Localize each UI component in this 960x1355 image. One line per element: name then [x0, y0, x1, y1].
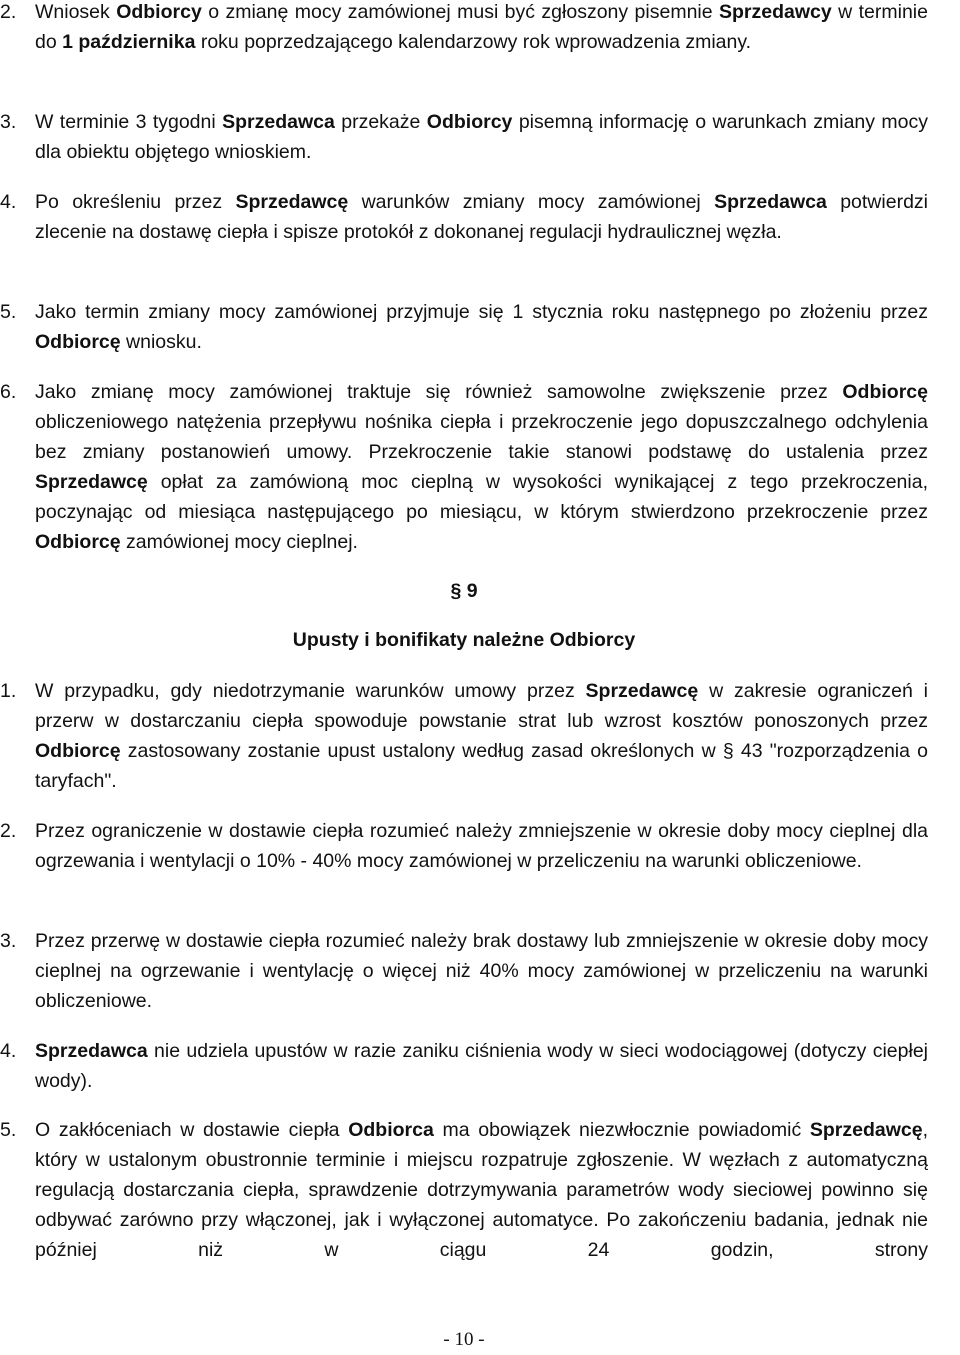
list-item — [0, 377, 928, 557]
bold-term: Sprzedawca — [222, 111, 335, 133]
item-number: 5. — [0, 301, 17, 323]
text-run: przekaże — [334, 111, 427, 133]
section-title: Upusty i bonifikaty należne Odbiorcy — [292, 629, 636, 651]
text-run: Po określeniu przez — [35, 191, 236, 213]
item-number: 2. — [0, 820, 17, 842]
list-item — [0, 1036, 928, 1096]
item-text — [35, 816, 928, 876]
item-text — [35, 926, 928, 1016]
item-text — [35, 107, 928, 167]
section-number: § 9 — [450, 580, 478, 602]
item-number: 1. — [0, 680, 17, 702]
bold-term: Odbiorcy — [116, 1, 202, 23]
bold-term: Odbiorcy — [426, 111, 513, 133]
item-number: 4. — [0, 191, 17, 213]
list-item — [0, 676, 928, 796]
bold-term: Sprzedawcę — [235, 191, 349, 213]
text-run: ma obowiązek niezwłocznie powiadomić — [433, 1119, 810, 1141]
list-item — [0, 926, 928, 1016]
list-item — [0, 816, 928, 876]
bold-term: Sprzedawca — [35, 1040, 148, 1062]
list-item — [0, 297, 928, 357]
item-text — [35, 377, 928, 557]
text-run: w zakresie ograniczeń i przerw w dostarczaniu ciepła spowoduje powstanie strat lub wzrost kosztów ponoszonych przez — [35, 680, 928, 732]
text-run: Wniosek — [35, 1, 117, 23]
bold-term: Sprzedawcę — [585, 680, 699, 702]
item-number: 5. — [0, 1119, 17, 1141]
item-text — [35, 297, 928, 357]
text-run: , który w ustalonym obustronnie terminie i miejscu rozpatruje zgłoszenie. W węzłach z automatyczną regulacją dostarczania ciepła, sprawdzenie dotrzymywania parametrów wody sieciowej powinno się odbywać zarówno przy włączonej, jak i wyłączonej automatyce. Po zakończeniu badania, jednak nie później niż w ciągu 24 godzin, strony — [35, 1119, 928, 1261]
bold-term: Sprzedawca — [714, 191, 827, 213]
text-run: o zmianę mocy zamówionej musi być zgłoszony pisemnie — [201, 1, 720, 23]
bold-term: Sprzedawcę — [809, 1119, 923, 1141]
text-run: O zakłóceniach w dostawie ciepła — [35, 1119, 349, 1141]
bold-term: 1 października — [62, 31, 196, 53]
item-text — [35, 676, 928, 796]
text-run: wniosku. — [120, 331, 202, 353]
bold-term: Sprzedawcę — [35, 471, 148, 493]
item-text — [35, 1036, 928, 1096]
text-run: Jako zmianę mocy zamówionej traktuje się również samowolne zwiększenie przez — [35, 381, 843, 403]
item-number: 3. — [0, 111, 17, 133]
text-run: opłat za zamówioną moc cieplną w wysokości wynikającej z tego przekroczenia, poczynając od miesiąca następującego po miesiącu, w którym stwierdzono przekroczenie przez — [35, 471, 928, 523]
item-text — [35, 187, 928, 247]
text-run: Przez ograniczenie w dostawie ciepła rozumieć należy zmniejszenie w okresie doby mocy cieplnej dla ogrzewania i wentylacji o 10% - 40% mocy zamówionej w przeliczeniu na warunki obliczeniowe. — [35, 820, 928, 872]
page-number: - 10 - — [443, 1329, 485, 1350]
text-run: W terminie 3 tygodni — [35, 111, 223, 133]
text-run: nie udziela upustów w razie zaniku ciśnienia wody w sieci wodociągowej (dotyczy ciepłej wody). — [35, 1040, 928, 1092]
item-text — [35, 1115, 928, 1265]
item-number: 4. — [0, 1040, 17, 1062]
text-run: zastosowany zostanie upust ustalony według zasad określonych w § 43 "rozporządzenia o taryfach". — [35, 740, 928, 792]
text-run: pisemną informację o warunkach zmiany mocy dla obiektu objętego wnioskiem. — [35, 111, 929, 163]
list-item — [0, 107, 928, 167]
list-item — [0, 187, 928, 247]
item-text — [35, 0, 928, 57]
text-run: potwierdzi zlecenie na dostawę ciepła i spisze protokół z dokonanej regulacji hydraulicznej węzła. — [35, 191, 928, 243]
bold-term: Odbiorcę — [35, 740, 121, 762]
list-item — [0, 0, 928, 57]
bold-term: Odbiorcę — [35, 531, 121, 553]
bold-term: Odbiorcę — [35, 331, 121, 353]
text-run: roku poprzedzającego kalendarzowy rok wprowadzenia zmiany. — [195, 31, 752, 53]
bold-term: Odbiorcę — [842, 381, 928, 403]
text-run: W przypadku, gdy niedotrzymanie warunków umowy przez — [35, 680, 586, 702]
bold-term: Sprzedawcy — [719, 1, 832, 23]
text-run: obliczeniowego natężenia przepływu nośnika ciepła i przekroczenie jego dopuszczalnego odchylenia bez zmiany postanowień umowy. Przekroczenie takie stanowi podstawę do ustalenia przez — [35, 411, 928, 463]
item-number: 3. — [0, 930, 17, 952]
text-run: w terminie do — [35, 1, 928, 53]
text-run: Jako termin zmiany mocy zamówionej przyjmuje się 1 stycznia roku następnego po złożeniu przez — [35, 301, 928, 323]
item-number: 6. — [0, 381, 17, 403]
text-run: Przez przerwę w dostawie ciepła rozumieć należy brak dostawy lub zmniejszenie w okresie doby mocy cieplnej na ogrzewanie i wentylację o więcej niż 40% mocy zamówionej w przeliczeniu na warunki obliczeniowe. — [35, 930, 928, 1012]
text-run: zamówionej mocy cieplnej. — [120, 531, 358, 553]
list-item — [0, 1115, 928, 1265]
bold-term: Odbiorca — [348, 1119, 434, 1141]
text-run: warunków zmiany mocy zamówionej — [348, 191, 715, 213]
item-number: 2. — [0, 1, 17, 23]
